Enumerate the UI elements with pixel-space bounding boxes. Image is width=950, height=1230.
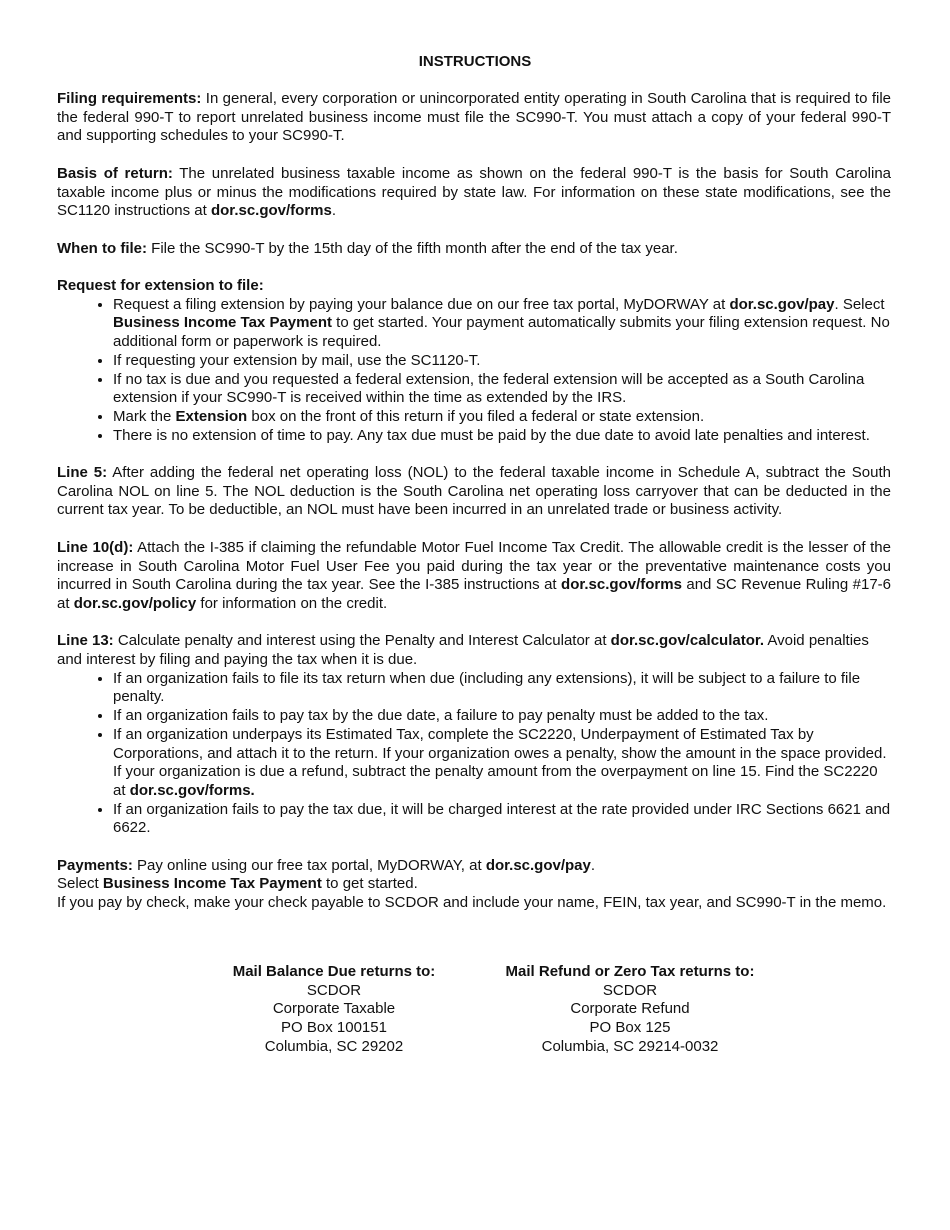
address-line: PO Box 125	[589, 1019, 671, 1037]
extension-b4-text: Mark the	[113, 407, 176, 425]
extension-b1-text2: . Select	[834, 295, 885, 313]
list-item: • If no tax is due and you requested a federal extension, the federal extension will be accepted as a South Carolina extension if your SC990-T is received within the time as extended by the IRS.	[113, 371, 891, 408]
page-title: INSTRUCTIONS	[418, 53, 532, 70]
line10d-text3: for information on the credit.	[196, 594, 388, 612]
extension-box-label: Extension	[175, 407, 248, 425]
line5-label: Line 5:	[57, 464, 108, 481]
payments-section	[57, 857, 891, 913]
when-to-file-text: File the SC990-T by the 15th day of the fifth month after the end of the tax year.	[147, 239, 678, 257]
select-pre: Select	[57, 875, 103, 893]
mail-refund-heading: Mail Refund or Zero Tax returns to:	[505, 963, 755, 980]
line10d-section	[57, 539, 891, 614]
pay-link: dor.sc.gov/pay	[485, 856, 591, 874]
address-line: Columbia, SC 29202	[264, 1037, 404, 1055]
forms-link: dor.sc.gov/forms	[561, 576, 682, 594]
list-item: • If an organization fails to file its tax return when due (including any extensions), it will be subject to a failure to file penalty.	[113, 670, 891, 707]
address-line: PO Box 100151	[281, 1019, 387, 1037]
select-post: to get started.	[321, 875, 418, 893]
line10d-text: Attach the I-385 if claiming the refundable Motor Fuel Income Tax Credit. The allowable credit is the lesser of the increase in South Carolina Motor Fuel User Fee you paid during the tax year or the preventative maintenance costs you incurred in South Carolina during the tax year. See the I-385 instructions at	[57, 538, 891, 594]
business-income-tax-payment-label: Business Income Tax Payment	[102, 875, 322, 893]
line10d-text2: and SC Revenue Ruling #17-6 at	[57, 576, 891, 612]
basis-of-return-label: Basis of return:	[57, 164, 173, 182]
list-item: • If an organization fails to pay tax by the due date, a failure to pay penalty must be added to the tax.	[113, 707, 891, 726]
extension-b1-text3: to get started. Your payment automatically submits your filing extension request. No additional form or paperwork is required.	[113, 314, 890, 351]
extension-b1-text: Request a filing extension by paying your balance due on our free tax portal, MyDORWAY at	[113, 295, 730, 313]
list-item	[113, 408, 891, 427]
line10d-label: Line 10(d):	[57, 538, 134, 556]
line13-label: Line 13:	[57, 632, 114, 650]
payments-label: Payments:	[57, 856, 133, 874]
address-line: Columbia, SC 29214-0032	[541, 1037, 719, 1055]
address-line: SCDOR	[602, 981, 658, 999]
line13-section	[57, 632, 891, 669]
pay-link: dor.sc.gov/pay	[729, 295, 835, 313]
filing-requirements-text: In general, every corporation or unincorporated entity operating in South Carolina that is required to file the federal 990-T to report unrelated business income must file the SC990-T. You must attach a copy of your federal 990-T and supporting schedules to your SC990-T.	[57, 90, 891, 145]
check-line: If you pay by check, make your check payable to SCDOR and include your name, FEIN, tax year, and SC990-T in the memo.	[57, 894, 887, 912]
forms-link: dor.sc.gov/forms.	[129, 781, 255, 799]
filing-requirements-label: Filing requirements:	[57, 90, 202, 107]
line5-text: After adding the federal net operating loss (NOL) to the federal taxable income in Schedule A, subtract the South Carolina NOL on line 5. The NOL deduction is the South Carolina net operating loss carryover that can be deducted in the current tax year. To be deductible, an NOL must have been incurred in an unrelated trade or business activity.	[57, 464, 891, 519]
mail-refund-address	[480, 963, 780, 1057]
payments-text: Pay online using our free tax portal, MyDORWAY, at	[132, 856, 486, 874]
basis-end-punct: .	[331, 202, 337, 220]
policy-link: dor.sc.gov/policy	[73, 594, 197, 612]
address-line: Corporate Refund	[570, 1000, 690, 1018]
list-item	[113, 726, 891, 801]
select-line	[57, 875, 891, 894]
address-line: SCDOR	[306, 981, 362, 999]
calculator-link: dor.sc.gov/calculator.	[610, 632, 765, 650]
forms-link: dor.sc.gov/forms	[210, 202, 332, 220]
filing-requirements-section	[57, 90, 891, 146]
business-income-tax-payment-label: Business Income Tax Payment	[113, 314, 332, 332]
payments-line	[57, 857, 891, 876]
extension-heading: Request for extension to file:	[57, 276, 264, 294]
list-item	[113, 296, 891, 352]
when-to-file-label: When to file:	[57, 239, 147, 257]
mail-balance-heading: Mail Balance Due returns to:	[232, 963, 436, 980]
list-item: • If an organization fails to pay the tax due, it will be charged interest at the rate provided under IRC Sections 6621 and 6622.	[113, 801, 891, 838]
list-item: • If requesting your extension by mail, use the SC1120-T.	[113, 352, 891, 371]
when-to-file-section	[57, 240, 891, 259]
line13-list	[57, 670, 891, 838]
line13-text2: Avoid penalties and interest by filing and paying the tax when it is due.	[57, 632, 869, 668]
extension-list	[57, 296, 891, 446]
line13-b3-text: If an organization underpays its Estimated Tax, complete the SC2220, Underpayment of Estimated Tax by Corporations, and attach it to the return. If your organization owes a penalty, show the amount in the space provided. If your organization is due a refund, subtract the penalty amount from the overpayment on line 15. Find the SC2220 at	[113, 725, 887, 799]
basis-of-return-text: The unrelated business taxable income as shown on the federal 990-T is the basis for South Carolina taxable income plus or minus the modifications required by state law. For information on these state modifications, see the SC1120 instructions at	[57, 164, 891, 220]
instructions-body	[57, 90, 891, 913]
line13-text: Calculate penalty and interest using the Penalty and Interest Calculator at	[113, 632, 611, 650]
address-line: Corporate Taxable	[272, 1000, 396, 1018]
list-item: • There is no extension of time to pay. Any tax due must be paid by the due date to avoid late penalties and interest.	[113, 427, 891, 446]
payments-end-punct: .	[590, 856, 596, 874]
extension-b4-text2: box on the front of this return if you filed a federal or state extension.	[247, 407, 705, 425]
mail-balance-due-address	[184, 963, 484, 1057]
basis-of-return-section	[57, 165, 891, 221]
line5-section	[57, 464, 891, 520]
